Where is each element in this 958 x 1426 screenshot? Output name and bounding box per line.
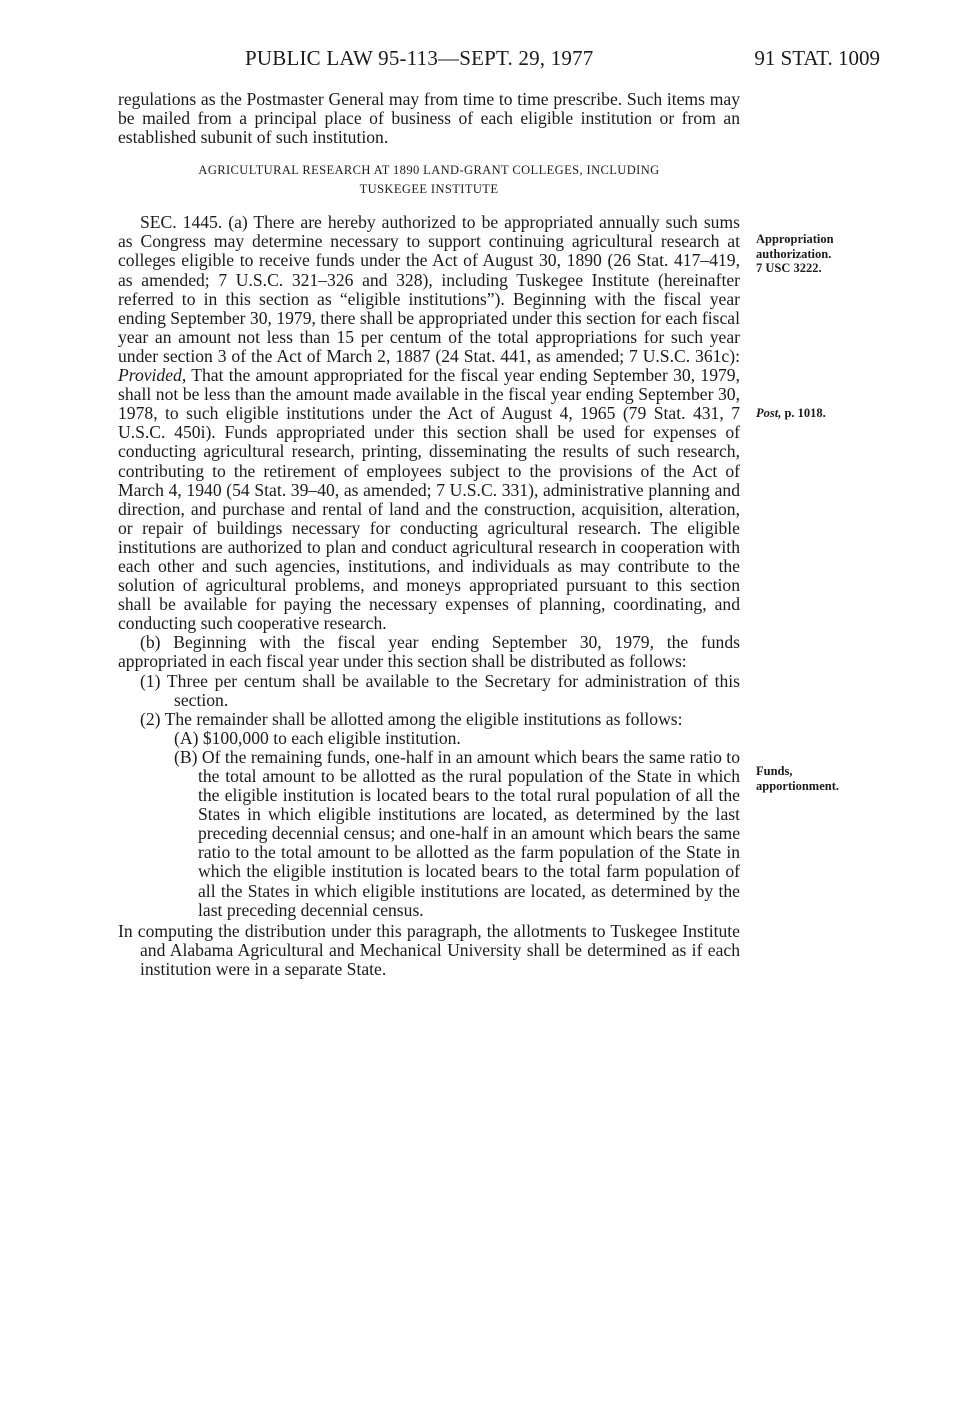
section-a-text-1: SEC. 1445. (a) There are hereby authorized to be appropriated annually such sums as Congress may determine necessary to support continuing agricultural research at colleges eligible to receive funds under the Act of August 30, 1890 (26 Stat. 417–419, as amended; 7 U.S.C. 321–326 and 328), including Tuskegee Institute (hereinafter referred to in this section as “eligible institutions”). Beginning with the fiscal year ending September 30, 1979, there shall be appropriated under this section for each fiscal year an amount not less than 15 per centum of the total appropriations for such year under section 3 of the Act of March 2, 1887 (24 Stat. 441, as amended; 7 U.S.C. 361c): [118, 212, 740, 366]
margin-note-2-rest: p. 1018. [781, 406, 826, 420]
continued-paragraph: regulations as the Postmaster General may from time to time prescribe. Such items may be mailed from a principal place of business of each eligible institution or from an established subunit of such institution. [118, 89, 740, 148]
section-1445-b: (b) Beginning with the fiscal year ending September 30, 1979, the funds appropriated in each fiscal year under this section shall be distributed as follows: [118, 632, 740, 672]
computing-paragraph: In computing the distribution under this paragraph, the allotments to Tuskegee Institute and Alabama Agricultural and Mechanical University shall be determined as if each institution were in a separate State. [118, 920, 740, 979]
margin-note-appropriation [756, 232, 886, 276]
document-body [118, 90, 740, 979]
margin-note-2-italic: Post, [756, 406, 782, 420]
header-title: PUBLIC LAW 95-113—SEPT. 29, 1977 [245, 46, 594, 70]
section-1445-a [118, 213, 740, 633]
margin-note-1-line-1: Appropriation [756, 232, 834, 246]
section-heading [118, 161, 740, 199]
section-heading-line-2: TUSKEGEE INSTITUTE [359, 182, 499, 197]
margin-note-3-line-1: Funds, [756, 764, 793, 778]
page-header [245, 46, 880, 74]
section-heading-line-1: AGRICULTURAL RESEARCH AT 1890 LAND-GRANT COLLEGES, INCLUDING [198, 163, 660, 178]
provided-term: Provided, [118, 365, 187, 386]
section-a-text-2: That the amount appropriated for the fiscal year ending September 30, 1979, shall not be less than the amount made available in the fiscal year ending September 30, 1978, to such eligible institutions under the Act of August 4, 1965 (79 Stat. 431, 7 U.S.C. 450i). Funds appropriated under this section shall be used for expenses of conducting agricultural research, printing, disseminating the results of such research, contributing to the retirement of employees subject to the provisions of the Act of March 4, 1940 (54 Stat. 39–40, as amended; 7 U.S.C. 331), administrative planning and direction, and purchase and rental of land and the construction, acquisition, alteration, or repair of buildings necessary for conducting agricultural research. The eligible institutions are authorized to plan and conduct agricultural research in cooperation with each other and such agencies, institutions, and individuals as may contribute to the solution of agricultural problems, and moneys appropriated pursuant to this section shall be available for paying the necessary expenses of planning, coordinating, and conducting such cooperative research. [118, 365, 740, 634]
header-stat-page: 91 STAT. 1009 [754, 46, 880, 70]
subparagraph-b: (B) Of the remaining funds, one-half in an amount which bears the same ratio to the total amount to be allotted as the rural population of the State in which the eligible institution is located bears to the total rural population of all the States in which eligible institutions are located, as determined by the last preceding decennial census; and one-half in an amount which bears the same ratio to the total amount to be allotted as the farm population of the State in which the eligible institution is located bears to the total farm population of all the States in which eligible institutions are located, as determined by the last preceding decennial census. [174, 746, 740, 920]
paragraph-2: (2) The remainder shall be allotted among the eligible institutions as follows: [140, 708, 683, 729]
margin-note-3-line-2: apportionment. [756, 778, 839, 793]
margin-note-1-line-2: authorization. [756, 246, 832, 261]
margin-note-funds [756, 764, 886, 793]
margin-note-post [756, 406, 886, 421]
margin-note-1-line-3: 7 USC 3222. [756, 261, 822, 275]
subparagraph-a: (A) $100,000 to each eligible institution. [174, 727, 461, 748]
paragraph-1: (1) Three per centum shall be available to the Secretary for administration of this section. [140, 670, 740, 710]
